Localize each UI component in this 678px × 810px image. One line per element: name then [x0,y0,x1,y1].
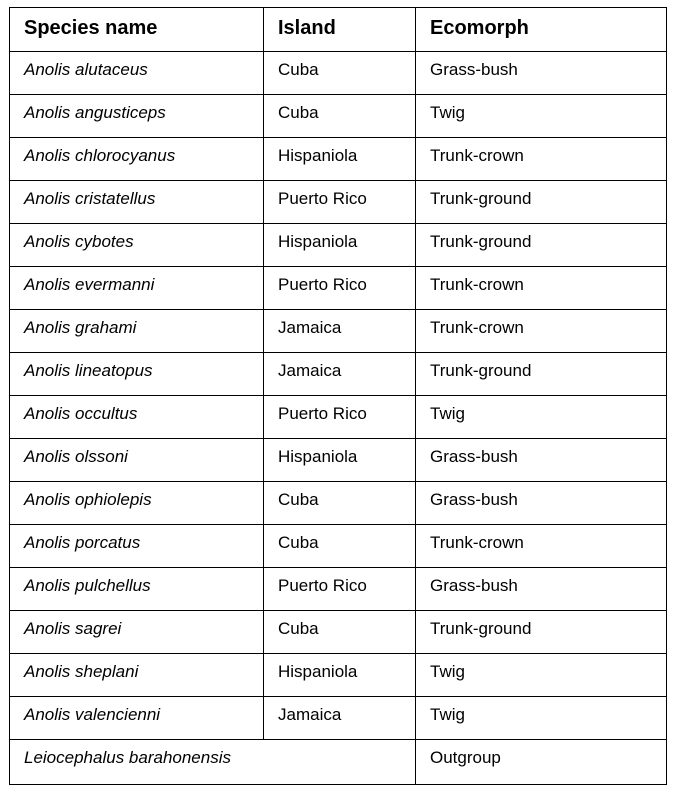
ecomorph-cell: Trunk-crown [416,138,667,181]
header-island: Island [264,8,416,52]
species-cell: Anolis alutaceus [10,52,264,95]
ecomorph-cell: Twig [416,396,667,439]
island-cell: Puerto Rico [264,267,416,310]
ecomorph-cell: Grass-bush [416,482,667,525]
table-row [10,482,667,525]
island-cell: Jamaica [264,310,416,353]
ecomorph-cell: Trunk-ground [416,224,667,267]
table-row [10,568,667,611]
table-row [10,181,667,224]
table-row [10,353,667,396]
ecomorph-cell: Trunk-ground [416,353,667,396]
species-cell: Anolis grahami [10,310,264,353]
species-cell: Anolis pulchellus [10,568,264,611]
species-cell: Anolis sheplani [10,654,264,697]
outgroup-ecomorph-cell: Outgroup [416,740,667,785]
table-row [10,224,667,267]
outgroup-row [10,740,667,785]
island-cell: Puerto Rico [264,181,416,224]
header-species-name: Species name [10,8,264,52]
ecomorph-cell: Trunk-ground [416,181,667,224]
island-cell: Hispaniola [264,439,416,482]
species-table [9,7,667,785]
ecomorph-cell: Twig [416,654,667,697]
island-cell: Jamaica [264,353,416,396]
species-cell: Anolis angusticeps [10,95,264,138]
species-cell: Anolis chlorocyanus [10,138,264,181]
table-row [10,267,667,310]
outgroup-species-cell: Leiocephalus barahonensis [10,740,416,785]
table-row [10,697,667,740]
species-cell: Anolis evermanni [10,267,264,310]
species-cell: Anolis lineatopus [10,353,264,396]
table-row [10,95,667,138]
ecomorph-cell: Grass-bush [416,439,667,482]
island-cell: Cuba [264,611,416,654]
island-cell: Hispaniola [264,654,416,697]
ecomorph-cell: Grass-bush [416,568,667,611]
ecomorph-cell: Trunk-crown [416,267,667,310]
ecomorph-cell: Grass-bush [416,52,667,95]
species-cell: Anolis valencienni [10,697,264,740]
ecomorph-cell: Twig [416,697,667,740]
table-row [10,310,667,353]
table-row [10,654,667,697]
header-ecomorph: Ecomorph [416,8,667,52]
island-cell: Cuba [264,52,416,95]
ecomorph-cell: Twig [416,95,667,138]
species-cell: Anolis cristatellus [10,181,264,224]
island-cell: Puerto Rico [264,568,416,611]
header-row [10,8,667,52]
island-cell: Hispaniola [264,224,416,267]
table-row [10,138,667,181]
island-cell: Cuba [264,482,416,525]
species-cell: Anolis sagrei [10,611,264,654]
ecomorph-cell: Trunk-crown [416,310,667,353]
species-cell: Anolis ophiolepis [10,482,264,525]
species-cell: Anolis occultus [10,396,264,439]
island-cell: Cuba [264,525,416,568]
table-row [10,439,667,482]
species-cell: Anolis olssoni [10,439,264,482]
species-cell: Anolis porcatus [10,525,264,568]
island-cell: Jamaica [264,697,416,740]
island-cell: Hispaniola [264,138,416,181]
table-row [10,396,667,439]
species-cell: Anolis cybotes [10,224,264,267]
species-table-container [9,7,666,785]
table-body [10,52,667,785]
island-cell: Puerto Rico [264,396,416,439]
ecomorph-cell: Trunk-ground [416,611,667,654]
table-row [10,525,667,568]
table-row [10,611,667,654]
table-row [10,52,667,95]
island-cell: Cuba [264,95,416,138]
ecomorph-cell: Trunk-crown [416,525,667,568]
